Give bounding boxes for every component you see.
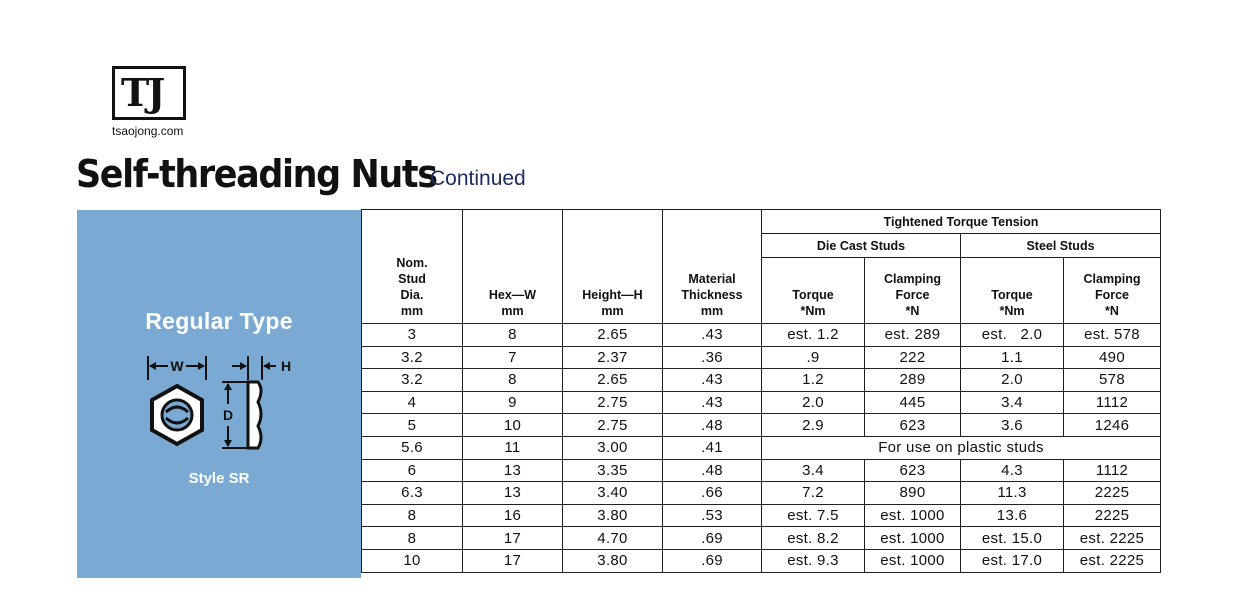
table-cell: 3.80 [563, 504, 663, 527]
table-cell: 623 [865, 459, 961, 482]
col-header-nom-dia: Nom. Stud Dia. mm [362, 210, 463, 324]
dim-d-label: D [222, 407, 234, 423]
table-cell: est. 7.5 [762, 504, 865, 527]
table-cell: 3.4 [762, 459, 865, 482]
table-cell: .9 [762, 346, 865, 369]
table-cell: 578 [1064, 369, 1161, 392]
spec-table [361, 209, 1161, 573]
table-row [362, 436, 1161, 459]
table-cell: 2.9 [762, 414, 865, 437]
table-cell: 2.65 [563, 369, 663, 392]
table-cell: est. 1000 [865, 549, 961, 572]
table-cell: 2.75 [563, 391, 663, 414]
table-row [362, 391, 1161, 414]
table-cell: 17 [463, 527, 563, 550]
table-cell: 3.6 [961, 414, 1064, 437]
table-cell: est. 9.3 [762, 549, 865, 572]
table-cell: 9 [463, 391, 563, 414]
table-cell: .36 [663, 346, 762, 369]
table-cell: .53 [663, 504, 762, 527]
table-row [362, 482, 1161, 505]
table-cell: 8 [362, 504, 463, 527]
table-row [362, 527, 1161, 550]
table-cell: 490 [1064, 346, 1161, 369]
table-cell: 2225 [1064, 482, 1161, 505]
table-cell: 2225 [1064, 504, 1161, 527]
table-cell: 890 [865, 482, 961, 505]
col-header-torque-steel: Torque *Nm [961, 258, 1064, 324]
table-cell: est. 2225 [1064, 527, 1161, 550]
table-row [362, 549, 1161, 572]
group-header-steel: Steel Studs [961, 234, 1161, 258]
table-cell: .69 [663, 549, 762, 572]
table-row [362, 459, 1161, 482]
table-cell: est. 1.2 [762, 324, 865, 347]
col-header-height-h: Height—H mm [563, 210, 663, 324]
table-cell: 2.65 [563, 324, 663, 347]
group-header-torque-tension: Tightened Torque Tension [762, 210, 1161, 234]
table-cell: est. 578 [1064, 324, 1161, 347]
table-cell: 222 [865, 346, 961, 369]
table-cell: 1112 [1064, 391, 1161, 414]
table-cell: 17 [463, 549, 563, 572]
col-header-torque-diecast: Torque *Nm [762, 258, 865, 324]
table-cell: 11 [463, 436, 563, 459]
table-cell: 3.35 [563, 459, 663, 482]
table-cell: 3 [362, 324, 463, 347]
table-cell: 4 [362, 391, 463, 414]
col-header-clamp-diecast: Clamping Force *N [865, 258, 961, 324]
table-cell: 3.40 [563, 482, 663, 505]
plastic-studs-note: For use on plastic studs [762, 436, 1161, 459]
table-cell: 8 [463, 324, 563, 347]
table-cell: est. 2.0 [961, 324, 1064, 347]
table-cell: est. 8.2 [762, 527, 865, 550]
table-row [362, 324, 1161, 347]
table-cell: 2.0 [762, 391, 865, 414]
title-suffix: Continued [430, 167, 526, 190]
table-cell: 1.2 [762, 369, 865, 392]
table-row [362, 414, 1161, 437]
table-cell: 3.2 [362, 369, 463, 392]
table-cell: 4.70 [563, 527, 663, 550]
table-cell: .41 [663, 436, 762, 459]
table-cell: 7 [463, 346, 563, 369]
table-cell: .69 [663, 527, 762, 550]
company-logo [112, 66, 186, 120]
table-cell: est. 1000 [865, 504, 961, 527]
table-cell: .48 [663, 414, 762, 437]
table-cell: 13 [463, 482, 563, 505]
table-cell: 445 [865, 391, 961, 414]
table-cell: 623 [865, 414, 961, 437]
panel-style-label: Style SR [188, 470, 250, 487]
table-cell: 3.00 [563, 436, 663, 459]
logo-mark: TJ [121, 70, 164, 115]
page-title: Self-threading Nuts [76, 152, 437, 196]
table-cell: .43 [663, 324, 762, 347]
table-cell: 5 [362, 414, 463, 437]
dim-h-label: H [280, 358, 292, 374]
table-cell: 3.2 [362, 346, 463, 369]
table-cell: 1.1 [961, 346, 1064, 369]
col-header-material-thickness: Material Thickness mm [663, 210, 762, 324]
table-cell: 6 [362, 459, 463, 482]
table-cell: 4.3 [961, 459, 1064, 482]
nut-side-profile [248, 382, 261, 448]
table-cell: 289 [865, 369, 961, 392]
table-cell: 10 [463, 414, 563, 437]
table-cell: 3.4 [961, 391, 1064, 414]
table-cell: est. 289 [865, 324, 961, 347]
table-cell: 8 [362, 527, 463, 550]
dim-w-label: W [170, 358, 184, 374]
hex-inner-ring [162, 400, 192, 430]
table-cell: 16 [463, 504, 563, 527]
table-cell: 5.6 [362, 436, 463, 459]
table-cell: 8 [463, 369, 563, 392]
col-header-hex-w: Hex—W mm [463, 210, 563, 324]
table-cell: .48 [663, 459, 762, 482]
table-row [362, 504, 1161, 527]
table-cell: 13 [463, 459, 563, 482]
col-header-clamp-steel: Clamping Force *N [1064, 258, 1161, 324]
table-cell: 13.6 [961, 504, 1064, 527]
table-row [362, 346, 1161, 369]
table-row [362, 369, 1161, 392]
table-cell: est. 15.0 [961, 527, 1064, 550]
table-cell: 2.75 [563, 414, 663, 437]
table-cell: est. 17.0 [961, 549, 1064, 572]
table-cell: 1112 [1064, 459, 1161, 482]
panel-type-label: Regular Type [145, 308, 293, 334]
table-cell: .43 [663, 369, 762, 392]
nut-dimension-diagram [140, 350, 310, 460]
table-cell: 10 [362, 549, 463, 572]
table-cell: .43 [663, 391, 762, 414]
table-cell: 7.2 [762, 482, 865, 505]
table-cell: 6.3 [362, 482, 463, 505]
table-cell: est. 2225 [1064, 549, 1161, 572]
table-cell: 11.3 [961, 482, 1064, 505]
logo-url: tsaojong.com [112, 124, 184, 138]
table-cell: est. 1000 [865, 527, 961, 550]
group-header-die-cast: Die Cast Studs [762, 234, 961, 258]
table-cell: 3.80 [563, 549, 663, 572]
table-cell: .66 [663, 482, 762, 505]
table-cell: 1246 [1064, 414, 1161, 437]
table-cell: 2.0 [961, 369, 1064, 392]
height-dimension [232, 356, 276, 380]
table-cell: 2.37 [563, 346, 663, 369]
